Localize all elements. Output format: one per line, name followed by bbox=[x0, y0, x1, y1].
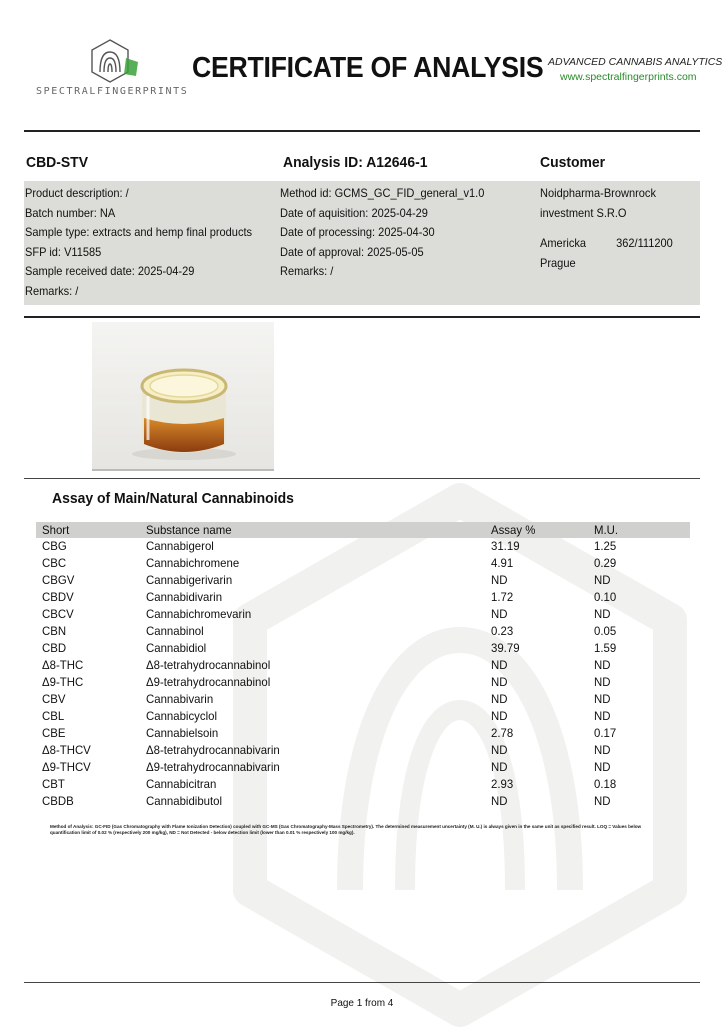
cell-assay: ND bbox=[491, 692, 508, 706]
cell-mu: 0.05 bbox=[594, 624, 617, 638]
sfp-id: SFP id: V11585 bbox=[25, 244, 102, 259]
customer-name-line1: Noidpharma-Brownrock bbox=[540, 186, 656, 200]
column-header-mu: M.U. bbox=[594, 523, 619, 537]
table-row bbox=[36, 623, 690, 640]
cell-mu: 0.18 bbox=[594, 777, 617, 791]
sample-jar-image bbox=[92, 322, 274, 469]
cell-mu: ND bbox=[594, 760, 611, 774]
cell-assay: ND bbox=[491, 607, 508, 621]
cell-assay: ND bbox=[491, 743, 508, 757]
customer-name-line2: investment S.R.O bbox=[540, 205, 627, 220]
cell-substance: Cannabigerivarin bbox=[146, 573, 233, 587]
column-header-assay: Assay % bbox=[491, 523, 536, 537]
cell-short: CBCV bbox=[42, 607, 74, 621]
table-row bbox=[36, 640, 690, 657]
cell-short: CBT bbox=[42, 777, 65, 791]
method-remarks: Remarks: / bbox=[280, 264, 334, 279]
table-row bbox=[36, 589, 690, 606]
processing-date: Date of processing: 2025-04-30 bbox=[280, 225, 435, 240]
cell-short: CBDV bbox=[42, 590, 74, 604]
customer-street bbox=[540, 234, 673, 254]
company-website-link[interactable]: www.spectralfingerprints.com bbox=[560, 71, 697, 83]
cell-short: Δ8-THC bbox=[42, 658, 84, 672]
table-row bbox=[36, 708, 690, 725]
cell-mu: ND bbox=[594, 709, 611, 723]
cell-short: CBV bbox=[42, 692, 66, 706]
cell-substance: Cannabielsoin bbox=[146, 726, 219, 740]
assay-table-body bbox=[36, 538, 690, 810]
cell-mu: ND bbox=[594, 794, 611, 808]
table-row bbox=[36, 759, 690, 776]
cell-short: CBC bbox=[42, 556, 67, 570]
table-row bbox=[36, 691, 690, 708]
cell-mu: 0.10 bbox=[594, 590, 617, 604]
method-footnote: Method of Analysis: GC-FID (Gas Chromatography with Flame Ionization Detection) coupled with GC-MS (Gas Chromatography-Mass Spectrometry). The determined measurement uncertainty (M. U.) is always given in the same unit as specified result. LOQ = Values below quantification limit of 0.02 % (respectively 200 mg/kg), ND = Not Detected - below detection limit (lower than 0.01 % respectively 100 mg/kg). bbox=[50, 824, 642, 835]
cell-assay: 0.23 bbox=[491, 624, 514, 638]
sample-type: Sample type: extracts and hemp final products bbox=[25, 225, 253, 240]
table-row bbox=[36, 538, 690, 555]
cell-assay: 39.79 bbox=[491, 641, 520, 655]
table-row bbox=[36, 725, 690, 742]
page-number: Page 1 from 4 bbox=[330, 997, 394, 1009]
cell-mu: ND bbox=[594, 743, 611, 757]
cell-mu: ND bbox=[594, 573, 611, 587]
cell-substance: Δ8-tetrahydrocannabinol bbox=[146, 658, 271, 672]
column-header-substance: Substance name bbox=[146, 523, 232, 537]
sample-remarks: Remarks: / bbox=[25, 283, 79, 298]
table-row bbox=[36, 776, 690, 793]
acquisition-date: Date of aquisition: 2025-04-29 bbox=[280, 205, 428, 220]
cell-assay: 4.91 bbox=[491, 556, 514, 570]
cell-substance: Cannabidibutol bbox=[146, 794, 223, 808]
cell-mu: ND bbox=[594, 607, 611, 621]
cell-short: CBE bbox=[42, 726, 66, 740]
cell-substance: Cannabichromevarin bbox=[146, 607, 252, 621]
cell-substance: Δ9-tetrahydrocannabivarin bbox=[146, 760, 280, 774]
cell-mu: 0.29 bbox=[594, 556, 617, 570]
cell-substance: Cannabicitran bbox=[146, 777, 217, 791]
table-row bbox=[36, 657, 690, 674]
cell-substance: Cannabivarin bbox=[146, 692, 214, 706]
info-divider bbox=[24, 316, 700, 318]
customer-details bbox=[540, 184, 673, 273]
cell-substance: Cannabichromene bbox=[146, 556, 240, 570]
approval-date: Date of approval: 2025-05-05 bbox=[280, 244, 424, 259]
cell-short: CBN bbox=[42, 624, 67, 638]
analysis-id: Analysis ID: A12646-1 bbox=[283, 154, 428, 171]
product-name: CBD-STV bbox=[26, 154, 89, 171]
logo-wordmark: SPECTRALFINGERPRINTS bbox=[36, 86, 189, 97]
column-header-short: Short bbox=[42, 523, 70, 537]
cell-assay: 31.19 bbox=[491, 539, 520, 553]
cell-assay: 2.78 bbox=[491, 726, 514, 740]
table-row bbox=[36, 555, 690, 572]
cell-substance: Δ9-tetrahydrocannabinol bbox=[146, 675, 271, 689]
cell-substance: Cannabicyclol bbox=[146, 709, 217, 723]
cell-mu: ND bbox=[594, 658, 611, 672]
cell-assay: ND bbox=[491, 760, 508, 774]
cell-short: Δ8-THCV bbox=[42, 743, 91, 757]
cell-short: CBD bbox=[42, 641, 67, 655]
product-description: Product description: / bbox=[25, 186, 129, 200]
assay-section-title: Assay of Main/Natural Cannabinoids bbox=[52, 490, 294, 507]
customer-street-name: Americka bbox=[540, 236, 587, 251]
sample-photo bbox=[92, 322, 274, 471]
footer-divider bbox=[24, 982, 700, 983]
cell-assay: ND bbox=[491, 573, 508, 587]
sample-details bbox=[25, 184, 252, 302]
cell-assay: ND bbox=[491, 709, 508, 723]
cell-short: Δ9-THC bbox=[42, 675, 84, 689]
header-divider bbox=[24, 130, 700, 132]
cell-assay: ND bbox=[491, 675, 508, 689]
table-row bbox=[36, 742, 690, 759]
cell-mu: 0.17 bbox=[594, 726, 617, 740]
cell-assay: ND bbox=[491, 794, 508, 808]
cell-mu: ND bbox=[594, 675, 611, 689]
customer-street-number: 362/111200 bbox=[616, 236, 673, 251]
cell-substance: Cannabidivarin bbox=[146, 590, 223, 604]
customer-city: Prague bbox=[540, 255, 576, 270]
cell-substance: Cannabinol bbox=[146, 624, 204, 638]
assay-table-header bbox=[36, 522, 690, 538]
photo-divider bbox=[24, 478, 700, 479]
table-row bbox=[36, 606, 690, 623]
cell-short: Δ9-THCV bbox=[42, 760, 91, 774]
cell-assay: 1.72 bbox=[491, 590, 514, 604]
cell-mu: 1.25 bbox=[594, 539, 617, 553]
cell-substance: Cannabidiol bbox=[146, 641, 207, 655]
assay-table bbox=[36, 522, 690, 810]
cell-substance: Δ8-tetrahydrocannabivarin bbox=[146, 743, 280, 757]
cell-short: CBG bbox=[42, 539, 67, 553]
cell-short: CBL bbox=[42, 709, 65, 723]
cell-mu: 1.59 bbox=[594, 641, 617, 655]
customer-heading: Customer bbox=[540, 154, 606, 171]
table-row bbox=[36, 793, 690, 810]
cell-assay: ND bbox=[491, 658, 508, 672]
cell-short: CBGV bbox=[42, 573, 75, 587]
cell-substance: Cannabigerol bbox=[146, 539, 214, 553]
document-title: CERTIFICATE OF ANALYSIS bbox=[192, 52, 544, 84]
cell-assay: 2.93 bbox=[491, 777, 514, 791]
sample-received-date: Sample received date: 2025-04-29 bbox=[25, 264, 195, 279]
cell-mu: ND bbox=[594, 692, 611, 706]
table-row bbox=[36, 674, 690, 691]
batch-number: Batch number: NA bbox=[25, 205, 116, 220]
method-details bbox=[280, 184, 484, 282]
cell-short: CBDB bbox=[42, 794, 74, 808]
method-id: Method id: GCMS_GC_FID_general_v1.0 bbox=[280, 186, 485, 200]
table-row bbox=[36, 572, 690, 589]
company-name: ADVANCED CANNABIS ANALYTICS bbox=[548, 56, 723, 68]
